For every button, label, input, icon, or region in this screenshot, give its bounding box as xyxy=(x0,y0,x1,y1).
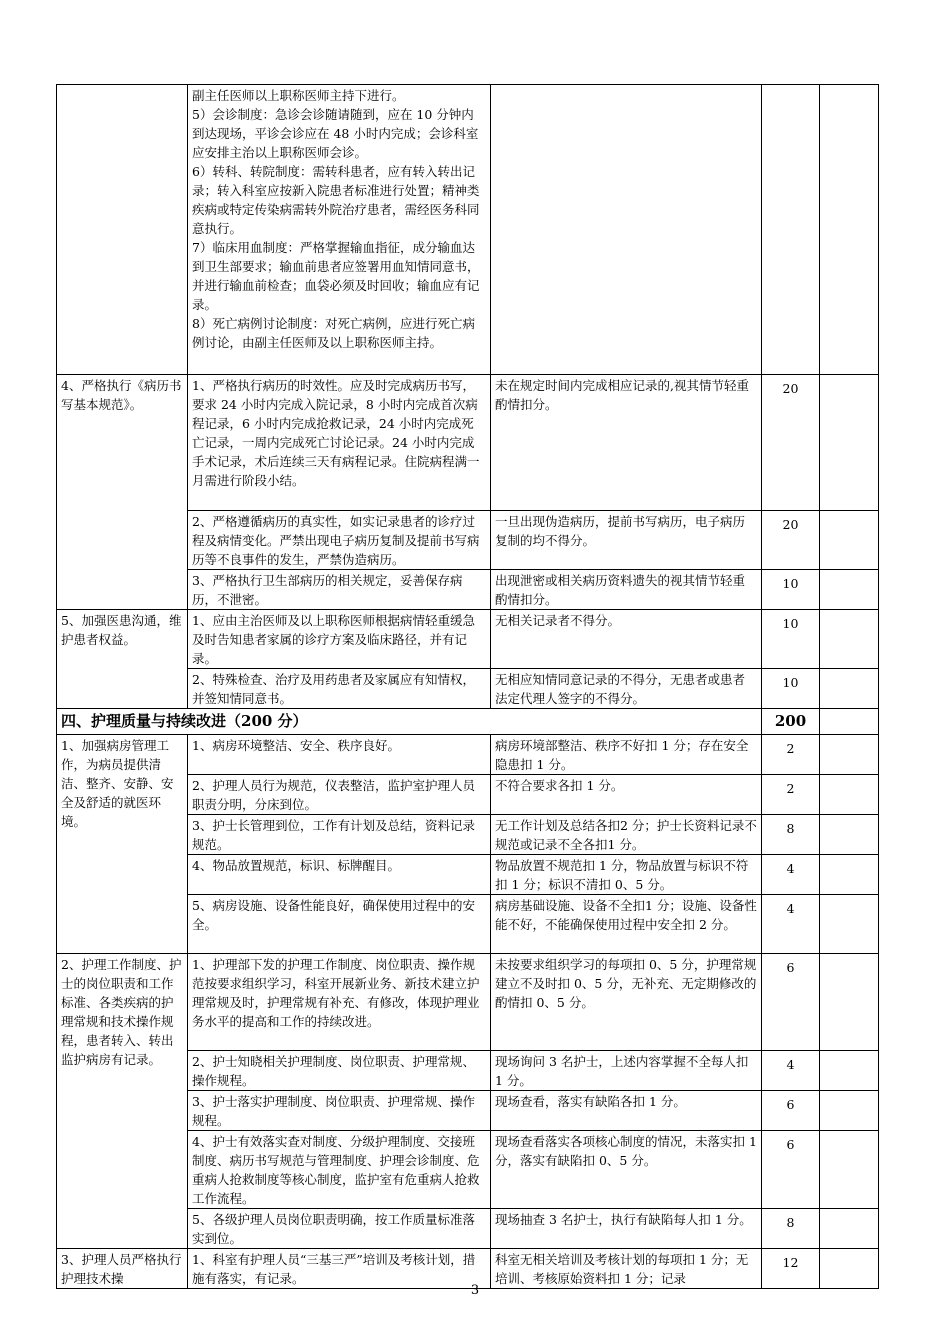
criteria-cell: 出现泄密或相关病历资料遗失的视其情节轻重酌情扣分。 xyxy=(491,570,762,610)
actual-score-cell xyxy=(820,375,879,511)
actual-score-cell xyxy=(820,1131,879,1209)
requirement-cell: 1、严格执行病历的时效性。应及时完成病历书写，要求 24 小时内完成入院记录，8 小时内完成首次病程记录，6 小时内完成抢救记录，24 小时内完成死亡记录，一周内完成死亡讨论记录。24 小时内完成手术记录，术后连续三天有病程记录。住院病程满一月需进行阶段小结。 xyxy=(188,375,491,511)
actual-score-cell xyxy=(820,669,879,709)
requirement-cell: 2、严格遵循病历的真实性，如实记录患者的诊疗过程及病情变化。严禁出现电子病历复制及提前书写病历等不良事件的发生，严禁伪造病历。 xyxy=(188,511,491,570)
criteria-cell: 现场询问 3 名护士，上述内容掌握不全每人扣 1 分。 xyxy=(491,1051,762,1091)
actual-score-cell xyxy=(820,709,879,735)
criteria-cell xyxy=(491,85,762,375)
requirement-cell: 2、特殊检查、治疗及用药患者及家属应有知情权，并签知情同意书。 xyxy=(188,669,491,709)
score-cell: 2 xyxy=(762,775,820,815)
requirement-cell: 1、科室有护理人员“三基三严”培训及考核计划，措施有落实，有记录。 xyxy=(188,1249,491,1289)
score-cell: 12 xyxy=(762,1249,820,1289)
score-cell: 2 xyxy=(762,735,820,775)
requirement-cell: 4、护士有效落实查对制度、分级护理制度、交接班制度、病历书写规范与管理制度、护理会诊制度、危重病人抢救制度等核心制度，监护室有危重病人抢救工作流程。 xyxy=(188,1131,491,1209)
actual-score-cell xyxy=(820,85,879,375)
criteria-cell: 现场查看，落实有缺陷各扣 1 分。 xyxy=(491,1091,762,1131)
actual-score-cell xyxy=(820,735,879,775)
section-score: 200 xyxy=(762,709,820,735)
criteria-cell: 未按要求组织学习的每项扣 0、5 分，护理常规建立不及时扣 0、5 分，无补充、无定期修改的酌情扣 0、5 分。 xyxy=(491,954,762,1051)
score-cell: 10 xyxy=(762,610,820,669)
actual-score-cell xyxy=(820,511,879,570)
requirement-cell: 4、物品放置规范，标识、标牌醒目。 xyxy=(188,855,491,895)
standard-cell xyxy=(57,85,188,375)
standard-cell: 3、护理人员严格执行护理技术操 xyxy=(57,1249,188,1289)
actual-score-cell xyxy=(820,895,879,954)
section-header-row xyxy=(57,709,879,735)
evaluation-table xyxy=(56,84,879,1289)
actual-score-cell xyxy=(820,1091,879,1131)
requirement-cell: 3、护士落实护理制度、岗位职责、护理常规、操作规程。 xyxy=(188,1091,491,1131)
requirement-cell: 1、护理部下发的护理工作制度、岗位职责、操作规范按要求组织学习，科室开展新业务、新技术建立护理常规及时，护理常规有补充、有修改，体现护理业务水平的提高和工作的持续改进。 xyxy=(188,954,491,1051)
table-row xyxy=(57,375,879,511)
section-title: 四、护理质量与持续改进（200 分） xyxy=(57,709,762,735)
score-cell: 10 xyxy=(762,570,820,610)
criteria-cell: 无相应知情同意记录的不得分，无患者或患者法定代理人签字的不得分。 xyxy=(491,669,762,709)
criteria-cell: 物品放置不规范扣 1 分，物品放置与标识不符扣 1 分；标识不清扣 0、5 分。 xyxy=(491,855,762,895)
actual-score-cell xyxy=(820,1209,879,1249)
requirement-cell: 2、护理人员行为规范，仪表整洁，监护室护理人员职责分明，分床到位。 xyxy=(188,775,491,815)
score-cell: 6 xyxy=(762,1131,820,1209)
actual-score-cell xyxy=(820,570,879,610)
criteria-cell: 病房环境部整洁、秩序不好扣 1 分；存在安全隐患扣 1 分。 xyxy=(491,735,762,775)
requirement-cell: 3、护士长管理到位，工作有计划及总结，资料记录规范。 xyxy=(188,815,491,855)
requirement-cell: 1、应由主治医师及以上职称医师根据病情轻重缓急及时告知患者家属的诊疗方案及临床路径，并有记录。 xyxy=(188,610,491,669)
requirement-cell: 5、各级护理人员岗位职责明确，按工作质量标准落实到位。 xyxy=(188,1209,491,1249)
score-cell xyxy=(762,85,820,375)
standard-cell: 4、严格执行《病历书写基本规范》。 xyxy=(57,375,188,610)
actual-score-cell xyxy=(820,1051,879,1091)
criteria-cell: 现场抽查 3 名护士，执行有缺陷每人扣 1 分。 xyxy=(491,1209,762,1249)
requirement-cell: 1、病房环境整洁、安全、秩序良好。 xyxy=(188,735,491,775)
score-cell: 20 xyxy=(762,511,820,570)
table-row xyxy=(57,954,879,1051)
criteria-cell: 未在规定时间内完成相应记录的,视其情节轻重酌情扣分。 xyxy=(491,375,762,511)
standard-cell: 2、护理工作制度、护士的岗位职责和工作标准、各类疾病的护理常规和技术操作规程，患者转入、转出监护病房有记录。 xyxy=(57,954,188,1249)
table-row xyxy=(57,735,879,775)
score-cell: 8 xyxy=(762,815,820,855)
actual-score-cell xyxy=(820,815,879,855)
actual-score-cell xyxy=(820,610,879,669)
table-row xyxy=(57,610,879,669)
score-cell: 4 xyxy=(762,895,820,954)
actual-score-cell xyxy=(820,775,879,815)
requirement-cell: 5、病房设施、设备性能良好，确保使用过程中的安全。 xyxy=(188,895,491,954)
criteria-cell: 一旦出现伪造病历，提前书写病历，电子病历复制的均不得分。 xyxy=(491,511,762,570)
table-row xyxy=(57,85,879,375)
score-cell: 4 xyxy=(762,855,820,895)
score-cell: 6 xyxy=(762,1091,820,1131)
criteria-cell: 不符合要求各扣 1 分。 xyxy=(491,775,762,815)
score-cell: 6 xyxy=(762,954,820,1051)
actual-score-cell xyxy=(820,855,879,895)
criteria-cell: 科室无相关培训及考核计划的每项扣 1 分；无培训、考核原始资料扣 1 分；记录 xyxy=(491,1249,762,1289)
score-cell: 10 xyxy=(762,669,820,709)
criteria-cell: 现场查看落实各项核心制度的情况，未落实扣 1 分，落实有缺陷扣 0、5 分。 xyxy=(491,1131,762,1209)
requirement-cell: 2、护士知晓相关护理制度、岗位职责、护理常规、操作规程。 xyxy=(188,1051,491,1091)
criteria-cell: 病房基础设施、设备不全扣1 分；设施、设备性能不好，不能确保使用过程中安全扣 2 分。 xyxy=(491,895,762,954)
score-cell: 20 xyxy=(762,375,820,511)
actual-score-cell xyxy=(820,954,879,1051)
criteria-cell: 无相关记录者不得分。 xyxy=(491,610,762,669)
page-number: 3 xyxy=(470,1283,480,1298)
requirement-cell: 副主任医师以上职称医师主持下进行。 5）会诊制度：急诊会诊随请随到，应在 10 分钟内到达现场，平诊会诊应在 48 小时内完成；会诊科室应安排主治以上职称医师会诊。 6）转科、转院制度：需转科患者，应有转入转出记录；转入科室应按新入院患者标准进行处置；精神类疾病或特定传染病需转外院治疗患者，需经医务科同意执行。 7）临床用血制度：严格掌握输血指征，成分输血达到卫生部要求；输血前患者应签署用血知情同意书，并进行输血前检查；血袋必须及时回收；输血应有记录。 8）死亡病例讨论制度：对死亡病例，应进行死亡病例讨论，由副主任医师及以上职称医师主持。 xyxy=(188,85,491,375)
score-cell: 4 xyxy=(762,1051,820,1091)
requirement-cell: 3、严格执行卫生部病历的相关规定，妥善保存病历，不泄密。 xyxy=(188,570,491,610)
standard-cell: 5、加强医患沟通，维护患者权益。 xyxy=(57,610,188,709)
score-cell: 8 xyxy=(762,1209,820,1249)
standard-cell: 1、加强病房管理工作，为病员提供清洁、整齐、安静、安全及舒适的就医环境。 xyxy=(57,735,188,954)
criteria-cell: 无工作计划及总结各扣2 分；护士长资料记录不规范或记录不全各扣1 分。 xyxy=(491,815,762,855)
